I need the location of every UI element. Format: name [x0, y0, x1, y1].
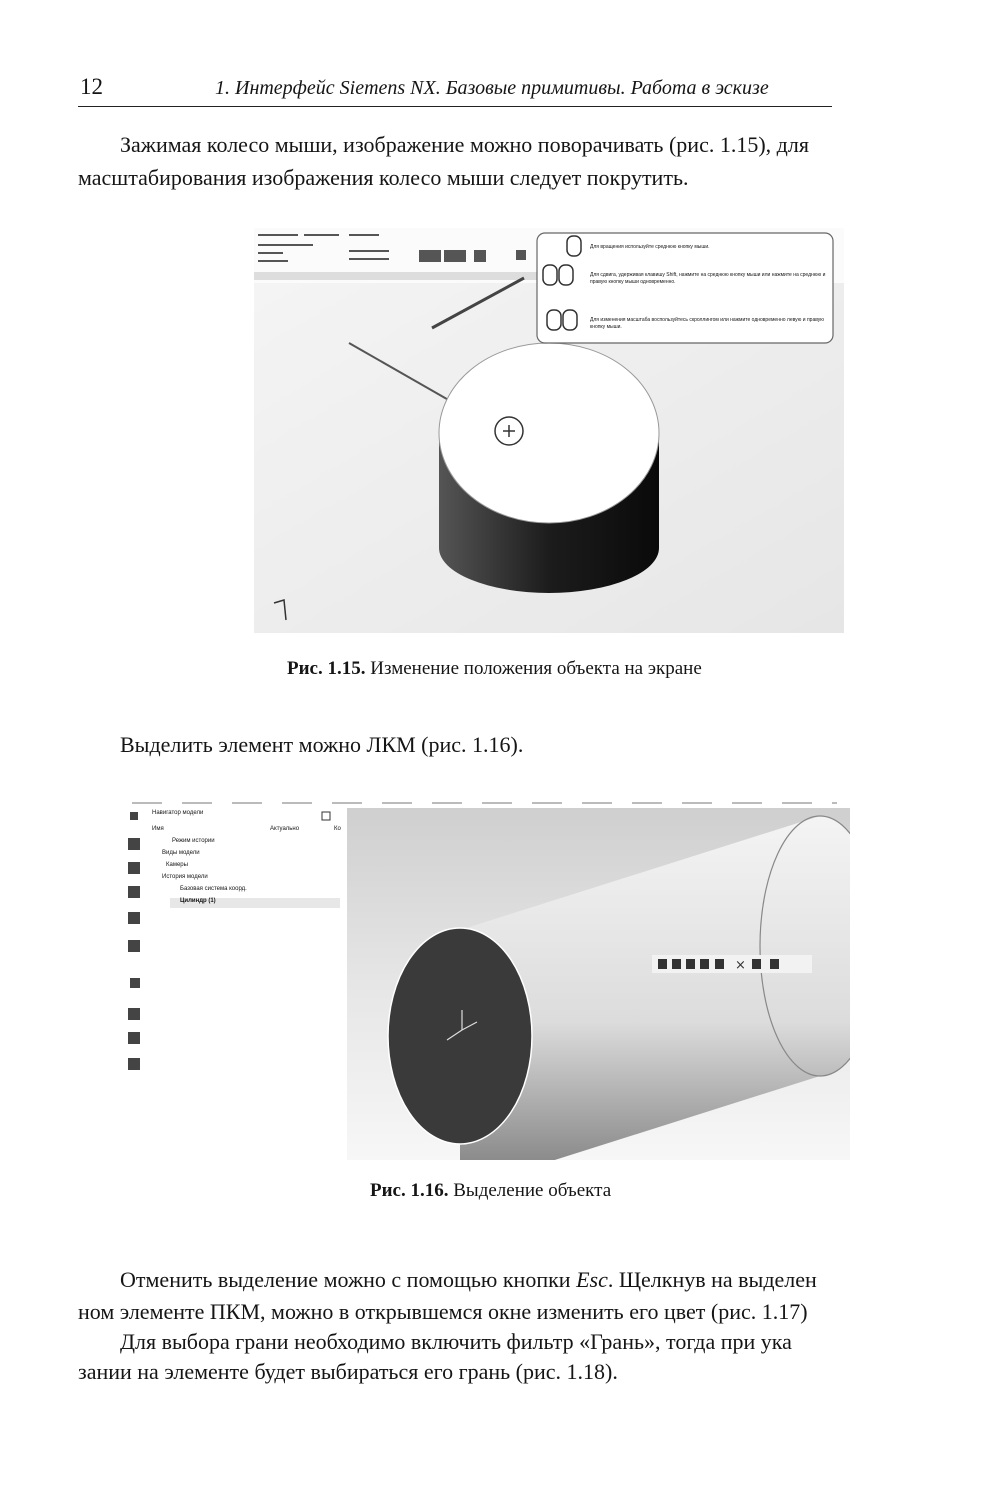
esc-key-name: Esc	[576, 1267, 608, 1292]
figure-1-16	[122, 800, 850, 1160]
caption-figure-1-15	[287, 658, 702, 680]
hint-pan: Для сдвига, удерживая клавишу Shift, нажмите на среднюю кнопку мыши или нажмите на среднюю и правую кнопку мыши одновременно.	[590, 272, 826, 285]
paragraph-3-line-2: ном элементе ПКМ, можно в открывшемся окне изменить его цвет (рис. 1.17)	[78, 1299, 808, 1324]
paragraph-1-line-1: Зажимая колесо мыши, изображение можно поворачивать (рис. 1.15), для	[120, 132, 809, 157]
paragraph-3-line-1	[120, 1265, 950, 1295]
paragraph-1-line-2: масштабирования изображения колесо мыши следует покрутить.	[78, 165, 689, 190]
caption-figure-1-16	[370, 1180, 611, 1202]
mouse-icon-zoom	[563, 310, 577, 330]
caption-label: Рис. 1.16.	[370, 1180, 449, 1201]
mouse-icon-middle	[567, 236, 581, 256]
ribbon-icon-row	[254, 272, 539, 280]
delete-icon[interactable]: ×	[735, 958, 746, 973]
hint-zoom: Для изменения масштаба воспользуйтесь скроллингом или нажмите одновременно левую и правую кнопку мыши.	[590, 317, 825, 330]
tree-item-history-mode[interactable]: Режим истории	[172, 838, 215, 844]
tree-item-datum-csys[interactable]: Базовая система коорд.	[180, 886, 247, 892]
paragraph-2: Выделить элемент можно ЛКМ (рис. 1.16).	[120, 732, 524, 757]
mouse-icon-pan	[559, 265, 573, 285]
figure-1-16-illustration	[122, 800, 850, 1160]
hint-rotate: Для вращения используйте среднюю кнопку мыши.	[590, 244, 710, 250]
column-name[interactable]: Имя	[152, 826, 164, 832]
tree-item-cameras[interactable]: Камеры	[166, 862, 188, 868]
tree-item-model-history[interactable]: История модели	[162, 874, 208, 880]
paragraph-4-line-1: Для выбора грани необходимо включить фильтр «Грань», тогда при ука	[120, 1329, 792, 1354]
header-rule	[78, 106, 832, 107]
navigator-title: Навигатор модели	[152, 810, 204, 816]
running-title: 1. Интерфейс Siemens NX. Базовые примитивы. Работа в эскизе	[215, 77, 769, 99]
paragraph-3-text-b: . Щелкнув на выделен	[607, 1267, 817, 1292]
tree-item-model-views[interactable]: Виды модели	[162, 850, 200, 856]
figure-1-15-illustration	[254, 228, 844, 633]
resource-bar	[122, 808, 147, 1098]
cylinder-top-face	[439, 343, 659, 523]
caption-text: Изменение положения объекта на экране	[370, 658, 702, 679]
column-actual[interactable]: Актуально	[270, 826, 300, 832]
caption-text: Выделение объекта	[453, 1180, 612, 1201]
paragraph-4-line-2: зании на элементе будет выбираться его грань (рис. 1.18).	[78, 1359, 618, 1384]
caption-label: Рис. 1.15.	[287, 658, 366, 679]
paragraph-3-text-a: Отменить выделение можно с помощью кнопки	[120, 1267, 577, 1292]
figure-1-15	[254, 228, 844, 633]
tree-item-cylinder[interactable]: Цилиндр (1)	[180, 898, 216, 904]
column-ko[interactable]: Ко	[334, 826, 341, 832]
page-number: 12	[80, 74, 103, 99]
